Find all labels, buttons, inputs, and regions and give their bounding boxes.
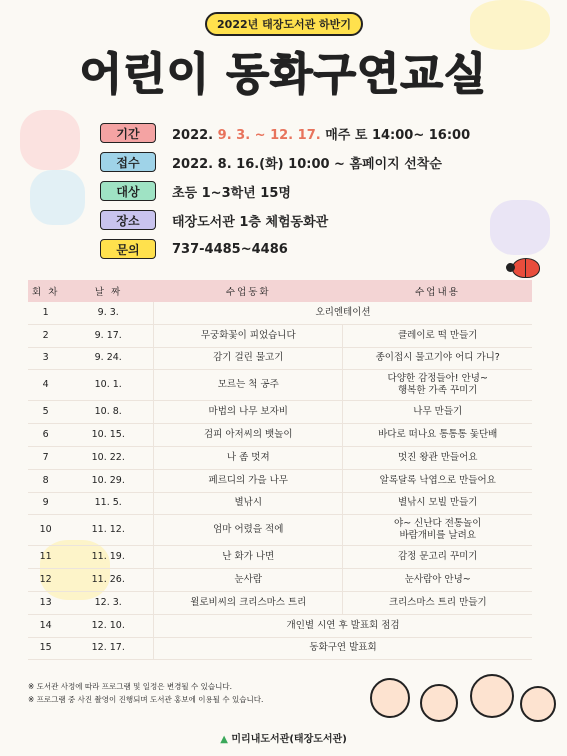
cell-content: 다양한 감정들아! 안녕~ 행복한 가족 꾸미기: [343, 370, 532, 401]
info-value: 2022. 9. 3. ~ 12. 17. 매주 토 14:00~ 16:00: [172, 127, 471, 143]
header-round: 회 차: [28, 280, 63, 302]
cell-merged: 개인별 시연 후 발표회 점검: [154, 614, 532, 637]
cell-story: 마법의 나무 보자비: [154, 401, 343, 424]
cell-story: 감기 걸린 물고기: [154, 347, 343, 370]
table-row: [28, 614, 532, 637]
info-value: 2022. 8. 16.(화) 10:00 ~ 홈페이지 선착순: [172, 156, 442, 172]
cell-content: 종이접시 물고기야 어디 가니?: [343, 347, 532, 370]
cell-date: 10. 22.: [63, 446, 153, 469]
cell-round: 9: [28, 492, 63, 515]
info-value: 초등 1~3학년 15명: [172, 185, 291, 201]
child-face-icon: [520, 686, 556, 722]
info-label: 접수: [100, 152, 156, 172]
info-row: [100, 120, 530, 146]
cell-story: 나 좀 멋져: [154, 446, 343, 469]
cell-round: 8: [28, 469, 63, 492]
table-row: [28, 569, 532, 592]
cell-date: 12. 10.: [63, 614, 153, 637]
table-row: [28, 546, 532, 569]
notes: [28, 680, 263, 706]
cell-content: 감정 문고리 꾸미기: [343, 546, 532, 569]
table-row: [28, 424, 532, 447]
table-row: [28, 324, 532, 347]
cell-story: 페르디의 가을 나무: [154, 469, 343, 492]
cell-story: 눈사람: [154, 569, 343, 592]
cell-round: 10: [28, 515, 63, 546]
cell-content: 바다로 떠나요 통통통 돛단배: [343, 424, 532, 447]
header-story: 수업동화: [154, 280, 343, 302]
cell-merged: 오리엔테이션: [154, 302, 532, 324]
cell-content: 클레이로 떡 만들기: [343, 324, 532, 347]
cell-date: 10. 15.: [63, 424, 153, 447]
decor-blob-pink: [20, 110, 80, 170]
ladybug-icon: [512, 258, 540, 278]
cell-story: 난 화가 나면: [154, 546, 343, 569]
info-row: [100, 236, 530, 262]
cell-date: 11. 5.: [63, 492, 153, 515]
table-row: [28, 515, 532, 546]
library-logo-icon: ▲: [220, 734, 228, 745]
cell-date: 12. 17.: [63, 637, 153, 660]
info-row: [100, 207, 530, 233]
cell-round: 7: [28, 446, 63, 469]
cell-date: 9. 17.: [63, 324, 153, 347]
cell-content: 야~ 신난다 전통놀이 바람개비를 날려요: [343, 515, 532, 546]
decor-blob-blue: [30, 170, 85, 225]
cell-date: 11. 26.: [63, 569, 153, 592]
cell-round: 1: [28, 302, 63, 324]
table-row: [28, 302, 532, 324]
cell-story: 무궁화꽃이 피었습니다: [154, 324, 343, 347]
table-row: [28, 401, 532, 424]
cell-round: 6: [28, 424, 63, 447]
table-row: [28, 370, 532, 401]
cell-content: 눈사람아 안녕~: [343, 569, 532, 592]
child-face-icon: [370, 678, 410, 718]
info-label: 장소: [100, 210, 156, 230]
cell-date: 11. 12.: [63, 515, 153, 546]
schedule-table: [28, 280, 532, 660]
header-content: 수업내용: [343, 280, 532, 302]
cell-round: 15: [28, 637, 63, 660]
info-row: [100, 178, 530, 204]
info-value: 태장도서관 1층 체험동화관: [172, 214, 329, 230]
cell-date: 12. 3.: [63, 591, 153, 614]
cell-content: 크리스마스 트리 만들기: [343, 591, 532, 614]
cell-round: 3: [28, 347, 63, 370]
table-row: [28, 637, 532, 660]
cell-story: 별낚시: [154, 492, 343, 515]
cell-round: 4: [28, 370, 63, 401]
table-row: [28, 347, 532, 370]
cell-story: 엄마 어렸을 적에: [154, 515, 343, 546]
cell-round: 12: [28, 569, 63, 592]
library-footer: [0, 730, 567, 745]
info-label: 기간: [100, 123, 156, 143]
cell-date: 9. 3.: [63, 302, 153, 324]
table-row: [28, 469, 532, 492]
table-header-row: [28, 280, 532, 302]
info-label: 문의: [100, 239, 156, 259]
cell-round: 11: [28, 546, 63, 569]
cell-round: 14: [28, 614, 63, 637]
info-section: [100, 120, 530, 265]
child-face-icon: [420, 684, 458, 722]
cell-round: 2: [28, 324, 63, 347]
cell-merged: 동화구연 발표회: [154, 637, 532, 660]
cell-date: 11. 19.: [63, 546, 153, 569]
cell-date: 10. 29.: [63, 469, 153, 492]
info-label: 대상: [100, 181, 156, 201]
cell-content: 별낚시 모빌 만들기: [343, 492, 532, 515]
cell-date: 9. 24.: [63, 347, 153, 370]
cell-date: 10. 1.: [63, 370, 153, 401]
cell-story: 윌로비씨의 크리스마스 트리: [154, 591, 343, 614]
note-item: ※ 도서관 사정에 따라 프로그램 및 일정은 변경될 수 있습니다.: [28, 682, 233, 691]
info-value: 737-4485~4486: [172, 241, 288, 257]
cell-content: 나무 만들기: [343, 401, 532, 424]
note-item: ※ 프로그램 중 사진 촬영이 진행되며 도서관 홍보에 이용될 수 있습니다.: [28, 695, 264, 704]
info-row: [100, 149, 530, 175]
cell-round: 13: [28, 591, 63, 614]
child-face-icon: [470, 674, 514, 718]
cell-date: 10. 8.: [63, 401, 153, 424]
program-badge: 2022년 태장도서관 하반기: [205, 12, 363, 36]
library-name: 미리내도서관(태장도서관): [231, 734, 347, 745]
cell-round: 5: [28, 401, 63, 424]
table-row: [28, 492, 532, 515]
cell-story: 검피 아저씨의 뱃놀이: [154, 424, 343, 447]
cell-content: 알록달록 낙엽으로 만들어요: [343, 469, 532, 492]
table-row: [28, 591, 532, 614]
kids-illustration: [360, 670, 560, 730]
cell-content: 멋진 왕관 만들어요: [343, 446, 532, 469]
table-row: [28, 446, 532, 469]
header-date: 날 짜: [63, 280, 153, 302]
page-title: 어린이 동화구연교실: [79, 49, 488, 100]
cell-story: 모르는 척 공주: [154, 370, 343, 401]
